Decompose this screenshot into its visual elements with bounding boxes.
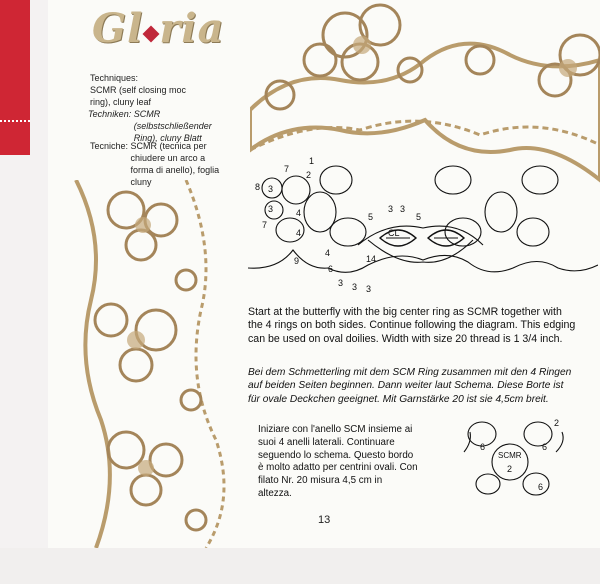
techniques-english: Techniques: SCMR (self closing moc ring), cluny leaf (90, 73, 187, 107)
tatting-diagram (248, 150, 598, 300)
diagram-label-3b: 3 (268, 204, 274, 214)
scmr-label-2a: 2 (507, 464, 513, 474)
diagram-label-7b: 7 (262, 220, 268, 230)
diagram-label-6: 6 (328, 264, 334, 274)
scmr-label: SCMR (498, 451, 522, 460)
heart-icon (143, 26, 160, 43)
scmr-diagram (462, 412, 574, 502)
diagram-label-4b: 4 (296, 228, 302, 238)
diagram-label-8: 8 (255, 182, 261, 192)
diagram-label-3g: 3 (400, 204, 406, 214)
instructions-german: Bei dem Schmetterling mit dem SCM Ring zusammen mit den 4 Ringen auf beiden Seiten beginnen. Dann weiter laut Schema. Diese Borte ist für ovale Deckchen geeignet. Mit Garnstärke 20 ist sie 4,5cm breit. (248, 367, 572, 405)
scmr-label-2b: 2 (554, 418, 560, 428)
diagram-label-4a: 4 (296, 208, 302, 218)
diagram-label-1: 1 (309, 156, 315, 166)
instructions-italian: Iniziare con l'anello SCM insieme ai suoi 4 anelli laterali. Continuare seguendo lo schema. Questo bordo è molto adatto per centrini ovali. Con filato Nr. 20 misura 4,5 cm in altezza. (258, 424, 418, 499)
techniques-italian: Tecniche: SCMR (tecnica per chiudere un arco a forma di anello), foglia cluny (90, 141, 220, 187)
diagram-label-3f: 3 (388, 204, 394, 214)
diagram-label-3d: 3 (352, 282, 358, 292)
scmr-label-6b: 6 (480, 442, 486, 452)
diagram-label-3e: 3 (366, 284, 372, 294)
diagram-label-3c: 3 (338, 278, 344, 288)
page-title: Gl ria (92, 5, 225, 52)
lace-photo-left (66, 180, 246, 548)
red-page-tab (0, 0, 30, 155)
scmr-label-6c: 6 (538, 482, 544, 492)
scmr-label-6a: 6 (542, 442, 548, 452)
instructions-english: Start at the butterfly with the big center ring as SCMR together with the 4 rings on both sides. Continue following the diagram. This edging can be used on oval doilies. Width with size 20 thread is 1 3/4 inch. (248, 306, 576, 345)
diagram-label-5a: 5 (368, 212, 374, 222)
bottom-edge (0, 548, 600, 584)
diagram-label-7: 7 (284, 164, 290, 174)
diagram-label-4c: 4 (325, 248, 331, 258)
techniques-german: Techniken: SCMR (selbstschließender Ring), cluny Blatt (88, 109, 212, 143)
diagram-label-3a: 3 (268, 184, 274, 194)
diagram-label-9: 9 (294, 256, 300, 266)
diagram-label-cl: CL (388, 228, 400, 238)
diagram-label-5b: 5 (416, 212, 422, 222)
diagram-label-2: 2 (306, 170, 312, 180)
diagram-label-14: 14 (366, 254, 377, 264)
page-number: 13 (318, 514, 331, 526)
